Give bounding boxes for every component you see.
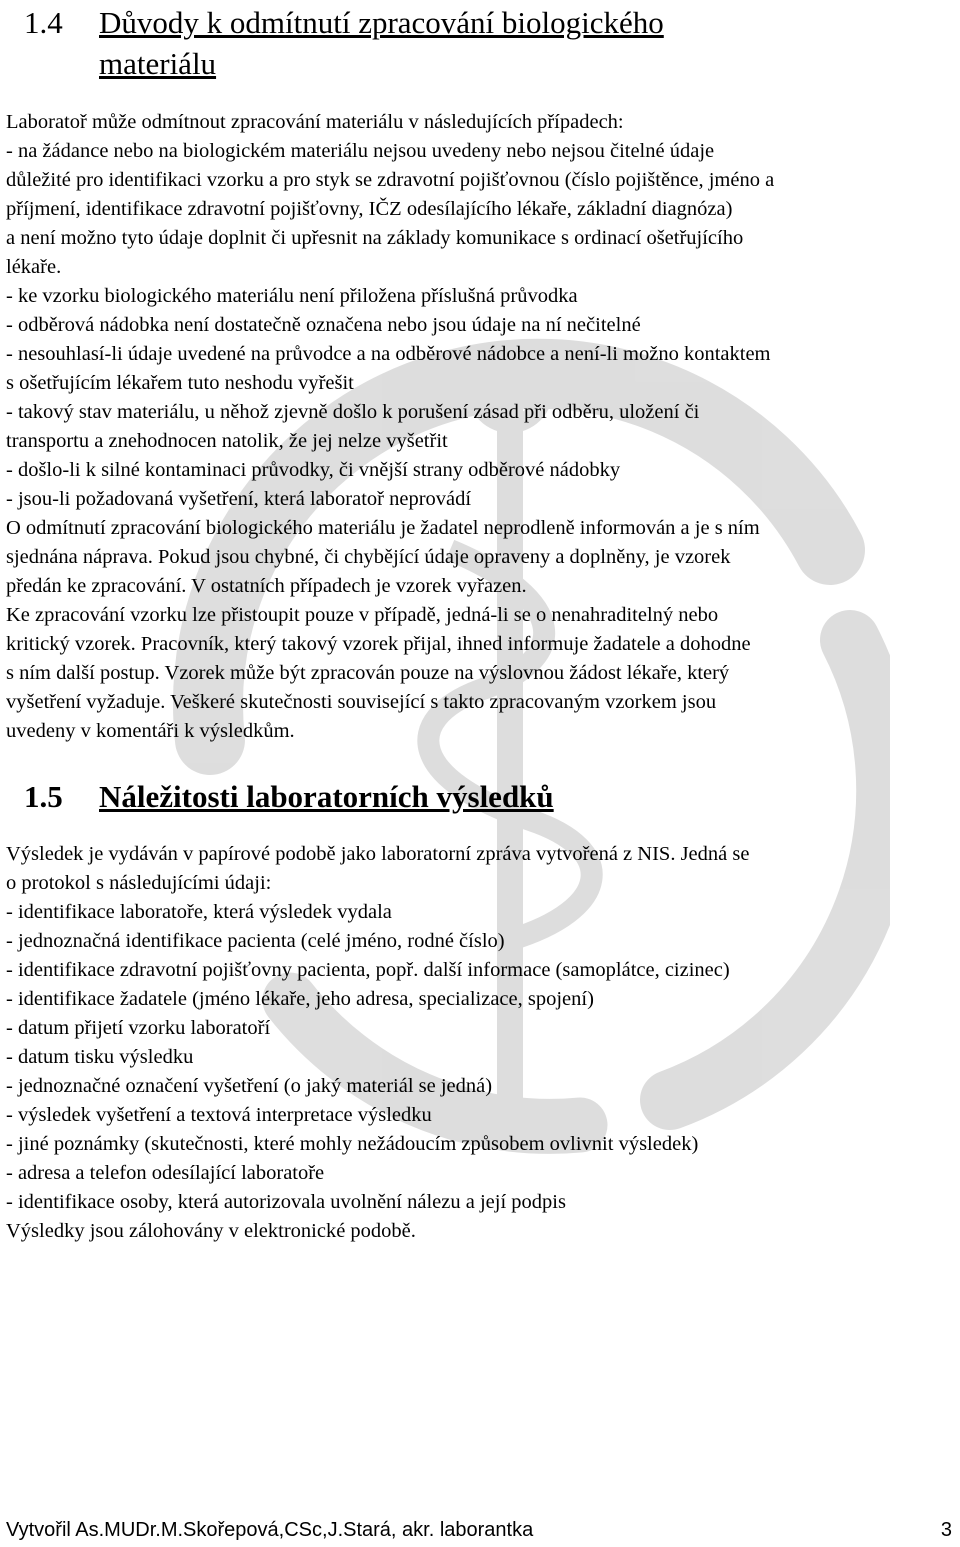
text-line: - nesouhlasí-li údaje uvedené na průvodce a na odběrové nádobce a není-li možno kontaktem (6, 343, 771, 365)
section-1-5-body (6, 840, 956, 1246)
section-title-line-1: Důvody k odmítnutí zpracování biologického (99, 5, 664, 40)
text-line: - datum přijetí vzorku laboratoří (6, 1017, 271, 1039)
text-line: - jednoznačné označení vyšetření (o jaký materiál se jedná) (6, 1075, 493, 1097)
text-line: - takový stav materiálu, u něhož zjevně došlo k porušení zásad při odběru, uložení či (6, 401, 700, 423)
section-title: Náležitosti laboratorních výsledků (99, 779, 554, 814)
text-line: - výsledek vyšetření a textová interpretace výsledku (6, 1104, 432, 1126)
text-line: - datum tisku výsledku (6, 1046, 194, 1068)
text-line: - jiné poznámky (skutečnosti, které mohly nežádoucím způsobem ovlivnit výsledek) (6, 1133, 699, 1155)
text-line: - identifikace laboratoře, která výsledek vydala (6, 901, 392, 923)
section-1-4-body (6, 108, 956, 746)
text-line: - identifikace osoby, která autorizovala uvolnění nálezu a její podpis (6, 1191, 566, 1213)
text-line: důležité pro identifikaci vzorku a pro styk se zdravotní pojišťovnou (číslo pojištěnce, jméno a (6, 169, 775, 191)
text-line: Ke zpracování vzorku lze přistoupit pouze v případě, jedná-li se o nenahraditelný nebo (6, 604, 719, 626)
text-line: kritický vzorek. Pracovník, který takový vzorek přijal, ihned informuje žadatele a dohodne (6, 633, 751, 655)
text-line: - na žádance nebo na biologickém materiálu nejsou uvedeny nebo nejsou čitelné údaje (6, 140, 715, 162)
text-line: O odmítnutí zpracování biologického materiálu je žadatel neprodleně informován a je s ním (6, 517, 760, 539)
text-line: sjednána náprava. Pokud jsou chybné, či chybějící údaje opraveny a doplněny, je vzorek (6, 546, 731, 568)
page-number: 3 (940, 1519, 952, 1541)
text-line: - došlo-li k silné kontaminaci průvodky, či vnější strany odběrové nádobky (6, 459, 621, 481)
text-line: s ošetřujícím lékařem tuto neshodu vyřešit (6, 372, 354, 394)
text-line: - odběrová nádobka není dostatečně označena nebo jsou údaje na ní nečitelné (6, 314, 641, 336)
text-line: s ním další postup. Vzorek může být zpracován pouze na výslovnou žádost lékaře, který (6, 662, 730, 684)
footer-author: Vytvořil As.MUDr.M.Skořepová,CSc,J.Stará, akr. laborantka (6, 1519, 534, 1541)
text-line: Laboratoř může odmítnout zpracování materiálu v následujících případech: (6, 111, 624, 133)
text-line: - ke vzorku biologického materiálu není přiložena příslušná průvodka (6, 285, 578, 307)
text-line: transportu a znehodnocen natolik, že jej nelze vyšetřit (6, 430, 448, 452)
section-title-line-2: materiálu (99, 46, 217, 81)
text-line: - jednoznačná identifikace pacienta (celé jméno, rodné číslo) (6, 930, 505, 952)
text-line: a není možno tyto údaje doplnit či upřesnit na základy komunikace s ordinací ošetřujícího (6, 227, 744, 249)
section-number: 1.5 (24, 779, 63, 814)
text-line: - jsou-li požadovaná vyšetření, která laboratoř neprovádí (6, 488, 472, 510)
text-line: - adresa a telefon odesílající laboratoře (6, 1162, 325, 1184)
text-line: uvedeny v komentáři k výsledkům. (6, 720, 295, 742)
text-line: příjmení, identifikace zdravotní pojišťovny, IČZ odesílajícího lékaře, základní diagnóza) (6, 198, 733, 220)
text-line: Výsledky jsou zálohovány v elektronické podobě. (6, 1220, 416, 1242)
text-line: - identifikace zdravotní pojišťovny pacienta, popř. další informace (samoplátce, cizinec) (6, 959, 730, 981)
text-line: Výsledek je vydáván v papírové podobě jako laboratorní zpráva vytvořená z NIS. Jedná se (6, 843, 750, 865)
section-number: 1.4 (24, 5, 63, 40)
text-line: - identifikace žadatele (jméno lékaře, jeho adresa, specializace, spojení) (6, 988, 594, 1010)
text-line: lékaře. (6, 256, 62, 278)
text-line: o protokol s následujícími údaji: (6, 872, 272, 894)
text-line: vyšetření vyžaduje. Veškeré skutečnosti související s takto zpracovaným vzorkem jsou (6, 691, 717, 713)
text-line: předán ke zpracování. V ostatních případech je vzorek vyřazen. (6, 575, 527, 597)
